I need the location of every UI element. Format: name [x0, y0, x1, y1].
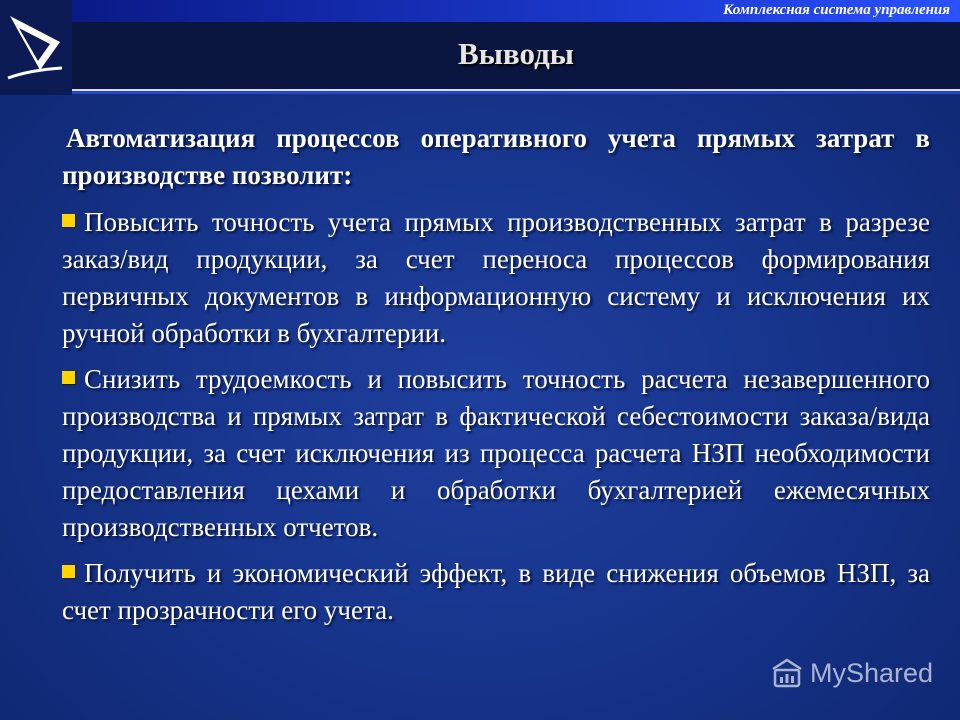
bullet-item	[62, 204, 930, 352]
header-bar	[72, 22, 960, 89]
slide-content	[62, 120, 930, 638]
logo	[0, 0, 72, 95]
bullet-text: Снизить трудоемкость и повысить точность расчета незавершенного производства и прямых затрат в фактической себестоимости заказа/вида продукции, за счет исключения из процесса расчета НЗП необходимости предоставления цехами и обработки бухгалтерией ежемесячных производственных отчетов.	[62, 364, 930, 542]
bullet-item	[62, 361, 930, 546]
bullet-square-icon	[62, 371, 75, 384]
system-name: Комплексная система управления	[723, 2, 950, 18]
intro-text: Автоматизация процессов оперативного учета прямых затрат в производстве позволит:	[62, 123, 930, 190]
bullet-item	[62, 555, 930, 629]
bullet-text: Получить и экономический эффект, в виде снижения объемов НЗП, за счет прозрачности его учета.	[62, 558, 930, 625]
watermark	[770, 656, 933, 690]
top-strip	[72, 0, 960, 22]
bullet-square-icon	[62, 214, 75, 227]
header-divider-blue	[72, 91, 960, 94]
watermark-text: MyShared	[810, 657, 934, 688]
myshared-logo-icon	[770, 657, 804, 689]
bullet-text: Повысить точность учета прямых производственных затрат в разрезе заказ/вид продукции, за счет переноса процессов формирования первичных документов в информационную систему и исключения их ручной обработки в бухгалтерии.	[62, 207, 930, 348]
sail-logo-icon	[0, 0, 72, 95]
bullet-square-icon	[62, 565, 75, 578]
slide-title: Выводы	[458, 36, 574, 71]
